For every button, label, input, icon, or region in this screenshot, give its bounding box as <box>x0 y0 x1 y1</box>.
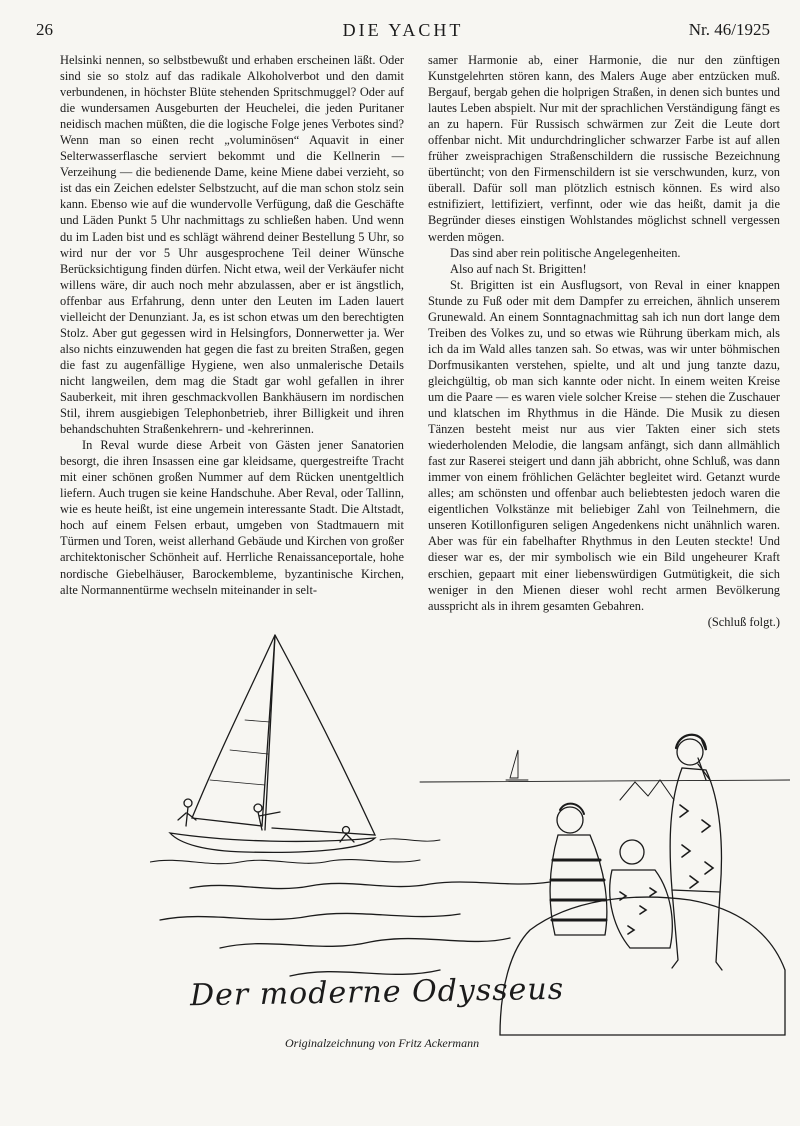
paragraph: Das sind aber rein politische Angelegenheiten. <box>450 245 681 260</box>
bather-head <box>557 807 583 833</box>
continued-note: (Schluß folgt.) <box>707 614 780 629</box>
rock <box>500 897 785 1035</box>
page-header <box>36 20 770 44</box>
magazine-title: DIE YACHT <box>342 20 464 40</box>
paragraph: In Reval wurde diese Arbeit von Gästen jener Sanatorien besorgt, die ihren Insassen eine gar kleidsame, quergestreifte Tracht mit einer schönen großen Nummer auf dem Rücken unentgeltlich liefern. Auch trugen sie keine Handschuhe. Aber Reval, oder Tallinn, wie es heute heißt, ist eine ungemein interessante Stadt. Die Altstadt, hoch auf einem Felsen erbaut, umgeben von Stadtmauern mit Türmen und Toren, weist allerhand Gebäude und Kirchen von großer architektonischer Schönheit auf. Herrliche Renaissanceportale, hohe nordische Giebelhäuser, Barockembleme, byzantinische Kirchen, alte Normannentürme wechseln miteinander in selt- <box>60 438 404 597</box>
mainsail <box>192 635 275 826</box>
jib-sail <box>272 635 375 835</box>
paragraph: St. Brigitten ist ein Ausflugsort, von Reval in einer knappen Stunde zu Fuß oder mit dem Dampfer zu erreichen, ähnlich unserem Grunewald. An einem Sonntagnachmittag sah ich nun dort lange dem Treiben des Volkes zu, und so etwas wie Rührung überkam mich, als ich da im Wald alles tanzen sah. So etwas, was wir unter böhmischen Dorfmusikanten verstehen, spielte, und alt und jung tanzte dazu, gleichgültig, ob man sich kannte oder nicht. In einem weiten Kreise um die Paare — es waren viele solcher Kreise — stehen die Zuschauer und klatschen im Rhythmus in die Hände. Die Musik zu diesen Tänzen besteht meist nur aus vier Takten einer sich stets wiederholenden Melodie, die langsam anfängt, sich dann allmählich fast zur Raserei steigert und dann jäh abbricht, ohne Schluß, was dann immer von einem fröhlichen Gelächter begleitet wird. Getanzt wurde alles; am schönsten und offenbar auch beliebtesten jedoch waren die eigentlichen Volkstänze mit beliebiger Zahl von Teilnehmern, die unseren Kotillonfiguren seligen Angedenkens nicht unähnlich waren. Aber was für ein fabelhafter Rhythmus in den Leuten steckte! Und dieser war es, der mir symbolisch wie ein Bild ungeheurer Kraft erschien, gepaart mit einer liebenswürdigen Gutmütigkeit, die sich weniger in den Mienen dieser wohl recht armen Bevölkerung ausspricht als in ihrem gesamten Gebahren. <box>428 277 780 613</box>
page-number: 26 <box>36 20 53 39</box>
paragraph: Helsinki nennen, so selbstbewußt und erhaben erscheinen läßt. Oder sind sie so stolz auf das radikale Alkoholverbot und den damit verbundenen, in höchster Blüte stehenden Spritschmuggel? Oder auf die wundersamen Ausgeburten der Heuchelei, die jeden Puritaner neidisch machen müßten, die die logische Folge jenes Verbotes sind? Wenn man so einen recht „voluminösen“ Aquavit in einer Selterwasserflasche serviert bekommt und die Kellnerin — Verzeihung — die bedienende Dame, keine Miene dabei verzieht, so ist das ein Zeichen edelster Selbstzucht, auf die man schon stolz sein kann. Ebenso wie auf die wundervolle Verfügung, daß die Geschäfte und Läden Punkt 5 Uhr nachmittags zu schließen haben. Und wenn du im Laden bist und es schlägt während deiner Bestellung 5 Uhr, so wird nur der vor 5 Uhr ausgesprochene Teil deiner Wünsche Berücksichtigung finden dürfen. Nicht etwa, weil der Verkäufer nicht willens wäre, dir auch noch mehr abzulassen, aber er ist ängstlich, offenbar aus Erfahrung, denn unter den Leuten im Laden lauert vielleicht der Denunziant. Ja, es ist schon etwas um den berechtigten Stolz. Aber gut gegessen wird in Helsingfors, Donnerwetter ja. Wer also nichts einzuwenden hat gegen die fast zu breiten Straßen, gegen die fast zu augenfällige Hygiene, wen also unmalerische Details nicht langweilen, dem mag die Stadt gar wohl gefallen in ihrer Sauberkeit, mit ihren geschmackvollen Bankhäusern im nordischen Stil, ihrem ausgiebigen Telephonbetrieb, ihrer Billigkeit und ihren behandschuhten Straßenkehrern- und -kehrerinnen. <box>60 53 404 437</box>
illustration-credit: Originalzeichnung von Fritz Ackermann <box>285 1036 480 1050</box>
right-column <box>428 52 780 630</box>
standing-bather <box>670 764 721 892</box>
issue-number: Nr. 46/1925 <box>688 20 770 39</box>
paragraph: Also auf nach St. Brigitten! <box>450 261 587 276</box>
paragraph: samer Harmonie ab, einer Harmonie, die nur den zünftigen Kunstgelehrten stören kann, des Malers Auge aber entzücken muß. Bergauf, bergab gehen die holprigen Straßen, in denen sich buntes und lautes Leben abspielt. Nur mit der sprachlichen Verständigung fängt es an zu hapern. Für Russisch schwärmen zur Zeit die Leute dort offenbar nicht. Mit undurchdringlicher schwarzer Farbe ist auf allen früher zweisprachigen Straßenschildern die russische Bezeichnung übertüncht; von den Firmenschildern ist sie verschwunden, kurz, von überall. Dafür soll man plötzlich estnisch können. Es wird also estnifiziert, lettifiziert, verfinnt, oder wie das heißt, damit ja die Begründer dieses einstigen Wohlstandes möglichst schnell vergessen werden mögen. <box>428 53 780 244</box>
illustration-caption: Der moderne Odysseus <box>189 971 565 1014</box>
left-column <box>60 52 404 598</box>
